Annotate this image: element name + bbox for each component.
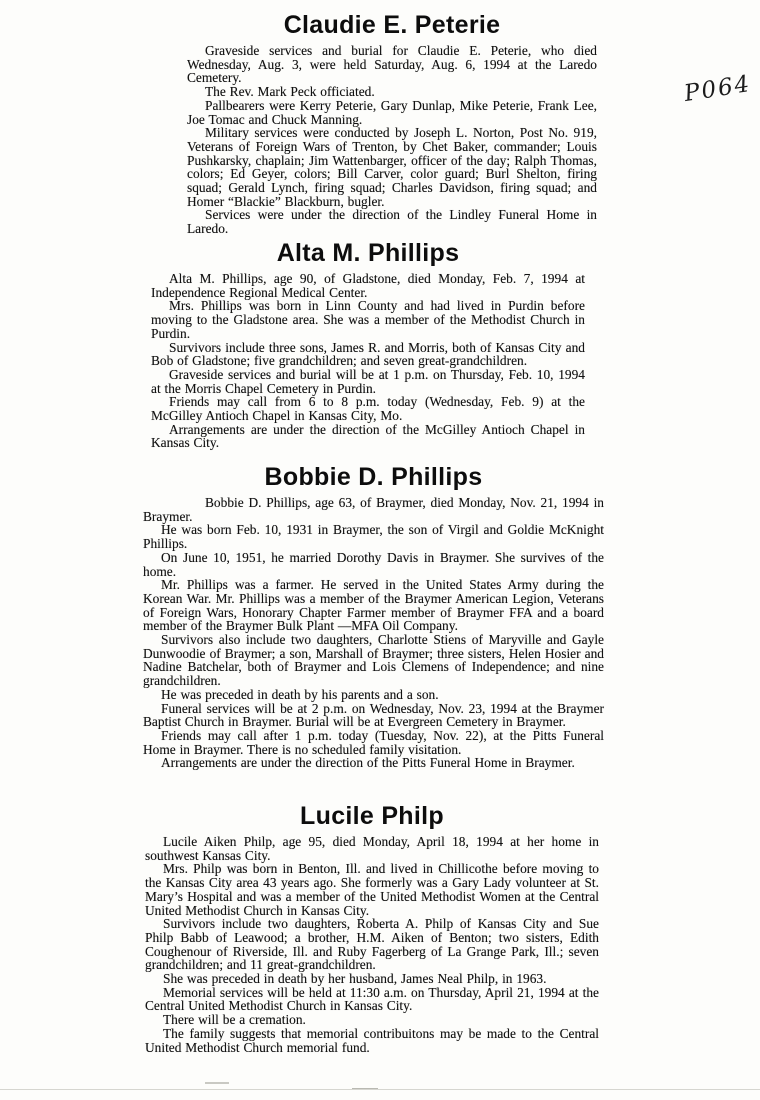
obituary-paragraph: The family suggests that memorial contribuitons may be made to the Central United Methodist Church memorial fund.: [145, 1025, 599, 1055]
scan-artifact: [205, 1082, 229, 1084]
obituary-paragraph: Mrs. Philp was born in Benton, Ill. and lived in Chillicothe before moving to the Kansas City area 43 years ago. She formerly was a Gary Lady volunteer at St. Mary’s Hospital and was a member of the United Methodist Women at the Central United Methodist Church in Kansas City.: [145, 861, 599, 918]
obituary-lucile-philp: [145, 803, 599, 1054]
obituary-title: Claudie E. Peterie: [283, 11, 501, 39]
obituary-paragraph: The Rev. Mark Peck officiated.: [205, 84, 375, 100]
obituary-paragraph: There will be a cremation.: [163, 1012, 306, 1028]
obituary-paragraph: Mr. Phillips was a farmer. He served in the United States Army during the Korean War. Mr. Phillips was a member of the Braymer American Legion, Veterans of Foreign Wars, Honorary Chapter Farmer member of Braymer FFA and a board member of the Braymer Bulk Plant —MFA Oil Company.: [143, 577, 604, 634]
obituary-title: Bobbie D. Phillips: [264, 463, 483, 491]
obituary-paragraph: Services were under the direction of the Lindley Funeral Home in Laredo.: [187, 207, 597, 237]
obituary-paragraph: He was preceded in death by his parents and a son.: [161, 686, 439, 702]
obituary-paragraph: Lucile Aiken Philp, age 95, died Monday, April 18, 1994 at her home in southwest Kansas City.: [145, 834, 599, 863]
obituary-paragraph: Mrs. Phillips was born in Linn County and had lived in Purdin before moving to the Gladstone area. She was a member of the Methodist Church in Purdin.: [151, 298, 585, 341]
obituary-paragraph: On June 10, 1951, he married Dorothy Davis in Braymer. She survives of the home.: [143, 549, 604, 579]
obituary-paragraph: Survivors include two daughters, Roberta A. Philp of Kansas City and Sue Philp Babb of Leawood; a brother, H.M. Aiken of Benton; two sisters, Edith Coughenour of Riverside, Ill. and Ruby Fagerberg of La Grange Park, Ill.; seven grandchildren; and 11 great-grandchildren.: [145, 916, 599, 973]
obituary-paragraph: Friends may call from 6 to 8 p.m. today (Wednesday, Feb. 9) at the McGilley Antioch Chapel in Kansas City, Mo.: [151, 394, 585, 424]
obituary-paragraph: Alta M. Phillips, age 90, of Gladstone, died Monday, Feb. 7, 1994 at Independence Regional Medical Center.: [151, 271, 585, 300]
obituary-paragraph: Friends may call after 1 p.m. today (Tuesday, Nov. 22), at the Pitts Funeral Home in Braymer. There is no scheduled family visitation.: [143, 727, 604, 757]
page-edge-line: [0, 1089, 760, 1090]
handwritten-annotation: P064: [682, 70, 754, 108]
obituary-paragraph: Memorial services will be held at 11:30 a.m. on Thursday, April 21, 1994 at the Central United Methodist Church in Kansas City.: [145, 984, 599, 1014]
obituary-paragraph: She was preceded in death by her husband, James Neal Philp, in 1963.: [163, 971, 547, 987]
obituary-paragraph: Graveside services and burial will be at 1 p.m. on Thursday, Feb. 10, 1994 at the Morris Chapel Cemetery in Purdin.: [151, 366, 585, 396]
obituary-claudie-peterie: [187, 12, 597, 236]
obituary-paragraph: He was born Feb. 10, 1931 in Braymer, the son of Virgil and Goldie McKnight Phillips.: [143, 522, 604, 552]
obituary-paragraph: Survivors also include two daughters, Charlotte Stiens of Maryville and Gayle Dunwoodie of Braymer; a son, Marshall of Braymer; three sisters, Helen Hosier and Nadine Batchelar, both of Braymer and Lois Clemens of Independence; and nine grandchildren.: [143, 632, 604, 689]
obituary-bobbie-phillips: [143, 464, 604, 770]
obituary-paragraph: Arrangements are under the direction of the McGilley Antioch Chapel in Kansas City.: [151, 421, 585, 451]
obituary-paragraph: Graveside services and burial for Claudie E. Peterie, who died Wednesday, Aug. 3, were held Saturday, Aug. 6, 1994 at the Laredo Cemetery.: [187, 43, 597, 86]
obituary-paragraph: Arrangements are under the direction of the Pitts Funeral Home in Braymer.: [161, 755, 575, 771]
obituary-title: Alta M. Phillips: [276, 239, 460, 267]
obituary-paragraph: Pallbearers were Kerry Peterie, Gary Dunlap, Mike Peterie, Frank Lee, Joe Tomac and Chuck Manning.: [187, 97, 597, 127]
obituary-paragraph: Survivors include three sons, James R. and Morris, both of Kansas City and Bob of Gladstone; five grandchildren; and seven great-grandchildren.: [151, 339, 585, 369]
obituary-paragraph: Bobbie D. Phillips, age 63, of Braymer, died Monday, Nov. 21, 1994 in Braymer.: [143, 495, 604, 524]
obituary-paragraph: Military services were conducted by Joseph L. Norton, Post No. 919, Veterans of Foreign Wars of Trenton, by Chet Baker, commander; Louis Pushkarsky, chaplain; Jim Wattenbarger, officer of the day; Ralph Thomas, colors; Ed Geyer, colors; Bill Carver, color guard; Burl Shelton, firing squad; Gerald Lynch, firing squad; Charles Davidson, firing squad; and Homer “Blackie” Blackburn, bugler.: [187, 125, 597, 209]
obituary-title: Lucile Philp: [300, 802, 444, 830]
obituary-alta-phillips: [151, 240, 585, 450]
obituary-paragraph: Funeral services will be at 2 p.m. on Wednesday, Nov. 23, 1994 at the Braymer Baptist Church in Braymer. Burial will be at Evergreen Cemetery in Braymer.: [143, 700, 604, 730]
